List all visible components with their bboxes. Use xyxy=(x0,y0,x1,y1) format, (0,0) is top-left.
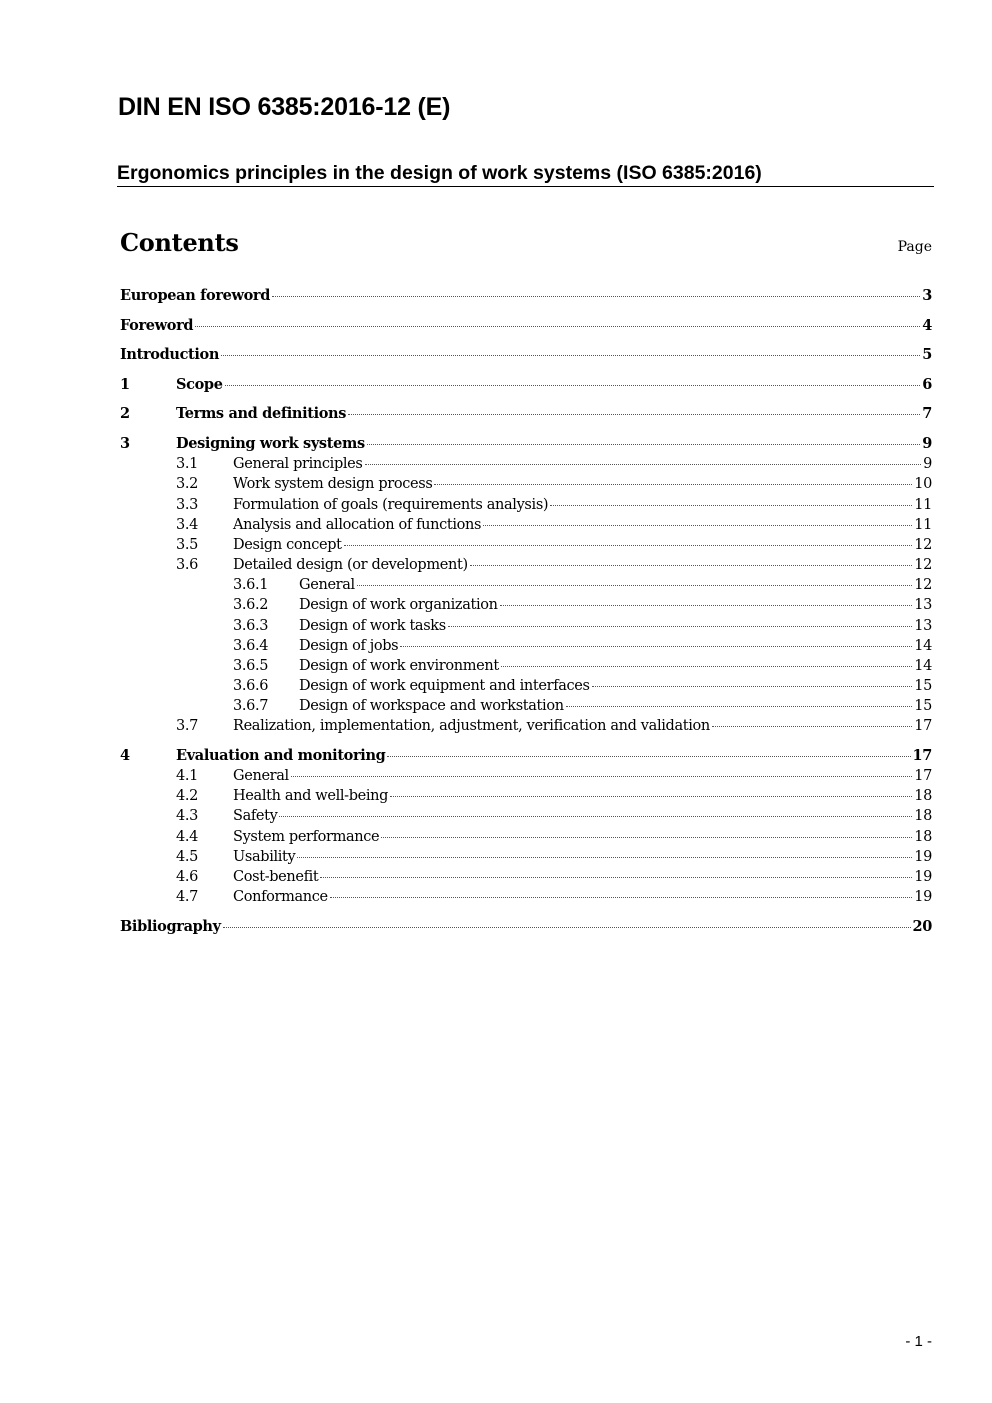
toc-entry-title: Terms and definitions xyxy=(176,405,347,422)
toc-entry-number: 3.6 xyxy=(176,557,199,573)
toc-entry-page: 11 xyxy=(914,497,932,513)
page-column-label: Page xyxy=(897,239,932,255)
toc-entry-page: 9 xyxy=(923,456,932,472)
toc-dot-leader xyxy=(225,385,921,386)
toc-entry[interactable] xyxy=(0,806,932,826)
toc-entry-title: Cost-benefit xyxy=(233,869,319,885)
toc-entry-title: Design of work organization xyxy=(299,597,498,613)
toc-entry-title: General principles xyxy=(233,456,363,472)
toc-dot-leader xyxy=(291,776,912,777)
toc-entry-number: 4.7 xyxy=(176,889,199,905)
toc-entry[interactable] xyxy=(0,434,932,454)
toc-entry-page: 12 xyxy=(914,577,932,593)
contents-heading: Contents xyxy=(120,228,239,257)
toc-entry-number: 3.1 xyxy=(176,456,199,472)
toc-entry-title: Design of work environment xyxy=(299,658,499,674)
toc-entry-title: Designing work systems xyxy=(176,435,365,452)
toc-entry[interactable] xyxy=(0,404,932,424)
toc-entry-page: 19 xyxy=(914,849,932,865)
toc-entry[interactable] xyxy=(0,766,932,786)
toc-entry[interactable] xyxy=(0,847,932,867)
toc-dot-leader xyxy=(500,605,913,606)
toc-entry[interactable] xyxy=(0,555,932,575)
toc-entry-title: Evaluation and monitoring xyxy=(176,747,386,764)
toc-entry-number: 4.2 xyxy=(176,788,199,804)
toc-entry-number: 2 xyxy=(120,405,130,422)
toc-dot-leader xyxy=(483,525,912,526)
toc-entry[interactable] xyxy=(0,595,932,615)
toc-entry-number: 3.6.6 xyxy=(233,678,269,694)
toc-entry-number: 4.3 xyxy=(176,808,199,824)
toc-entry-title: General xyxy=(299,577,355,593)
toc-entry-title: Usability xyxy=(233,849,296,865)
toc-entry-title: Analysis and allocation of functions xyxy=(233,517,482,533)
toc-entry[interactable] xyxy=(0,515,932,535)
toc-entry[interactable] xyxy=(0,616,932,636)
toc-entry[interactable] xyxy=(0,316,932,336)
toc-entry-title: Health and well-being xyxy=(233,788,389,804)
toc-entry[interactable] xyxy=(0,345,932,365)
toc-entry-title: General xyxy=(233,768,289,784)
toc-entry-page: 11 xyxy=(914,517,932,533)
toc-entry[interactable] xyxy=(0,716,932,736)
toc-entry[interactable] xyxy=(0,887,932,907)
toc-dot-leader xyxy=(344,545,913,546)
toc-dot-leader xyxy=(367,444,920,445)
toc-entry-title: System performance xyxy=(233,829,380,845)
toc-entry[interactable] xyxy=(0,696,932,716)
toc-entry-title: Detailed design (or development) xyxy=(233,557,468,573)
toc-entry-title: Introduction xyxy=(120,346,220,363)
toc-dot-leader xyxy=(400,646,912,647)
toc-entry-title: Design of work equipment and interfaces xyxy=(299,678,590,694)
toc-entry-page: 17 xyxy=(912,747,932,764)
toc-dot-leader xyxy=(470,565,912,566)
toc-entry[interactable] xyxy=(0,575,932,595)
toc-entry-number: 4.5 xyxy=(176,849,199,865)
toc-entry-page: 6 xyxy=(922,376,932,393)
toc-entry-page: 15 xyxy=(914,698,932,714)
toc-entry-page: 4 xyxy=(922,317,932,334)
toc-entry[interactable] xyxy=(0,917,932,937)
toc-entry-number: 3.7 xyxy=(176,718,199,734)
toc-entry-number: 1 xyxy=(120,376,130,393)
toc-dot-leader xyxy=(712,726,912,727)
toc-dot-leader xyxy=(434,484,912,485)
toc-entry-number: 3.4 xyxy=(176,517,199,533)
toc-entry-number: 3.6.4 xyxy=(233,638,269,654)
toc-entry[interactable] xyxy=(0,636,932,656)
toc-entry-number: 3.5 xyxy=(176,537,199,553)
document-subtitle: Ergonomics principles in the design of work systems (ISO 6385:2016) xyxy=(117,162,934,187)
toc-dot-leader xyxy=(501,666,912,667)
toc-entry-number: 3.6.2 xyxy=(233,597,269,613)
toc-entry-page: 18 xyxy=(914,788,932,804)
toc-dot-leader xyxy=(365,464,922,465)
toc-entry-title: Safety xyxy=(233,808,278,824)
toc-entry-title: Scope xyxy=(176,376,223,393)
toc-entry-page: 12 xyxy=(914,537,932,553)
toc-entry-title: Conformance xyxy=(233,889,328,905)
document-id: DIN EN ISO 6385:2016-12 (E) xyxy=(118,93,451,121)
toc-dot-leader xyxy=(223,927,911,928)
toc-dot-leader xyxy=(448,626,912,627)
toc-entry-page: 10 xyxy=(914,476,932,492)
toc-entry-page: 18 xyxy=(914,808,932,824)
toc-dot-leader xyxy=(357,585,912,586)
toc-entry[interactable] xyxy=(0,867,932,887)
toc-entry[interactable] xyxy=(0,454,932,474)
toc-entry-page: 3 xyxy=(922,287,932,304)
toc-entry-page: 18 xyxy=(914,829,932,845)
toc-entry-title: Work system design process xyxy=(233,476,433,492)
toc-entry[interactable] xyxy=(0,827,932,847)
toc-entry-number: 3.6.3 xyxy=(233,618,269,634)
toc-entry-page: 15 xyxy=(914,678,932,694)
toc-entry[interactable] xyxy=(0,746,932,766)
toc-entry-page: 20 xyxy=(912,918,932,935)
toc-entry-number: 3.6.1 xyxy=(233,577,269,593)
page-number: - 1 - xyxy=(905,1333,932,1350)
toc-dot-leader xyxy=(387,756,910,757)
toc-entry-number: 4.4 xyxy=(176,829,199,845)
toc-entry-number: 4.6 xyxy=(176,869,199,885)
toc-entry-title: Design concept xyxy=(233,537,342,553)
toc-entry-number: 3.6.5 xyxy=(233,658,269,674)
toc-entry[interactable] xyxy=(0,286,932,306)
toc-dot-leader xyxy=(272,296,920,297)
toc-entry-page: 14 xyxy=(914,638,932,654)
toc-entry-page: 19 xyxy=(914,889,932,905)
toc-entry-title: Design of work tasks xyxy=(299,618,446,634)
toc-entry-page: 17 xyxy=(914,718,932,734)
toc-entry-page: 9 xyxy=(922,435,932,452)
toc-entry-page: 13 xyxy=(914,597,932,613)
toc-entry-page: 19 xyxy=(914,869,932,885)
toc-dot-leader xyxy=(320,877,912,878)
toc-entry-page: 17 xyxy=(914,768,932,784)
toc-dot-leader xyxy=(330,897,912,898)
toc-entry-title: Realization, implementation, adjustment, verification and validation xyxy=(233,718,710,734)
toc-entry-number: 3 xyxy=(120,435,130,452)
toc-entry-number: 3.6.7 xyxy=(233,698,269,714)
toc-entry-page: 14 xyxy=(914,658,932,674)
toc-entry-page: 5 xyxy=(922,346,932,363)
toc-entry-number: 4.1 xyxy=(176,768,199,784)
toc-entry[interactable] xyxy=(0,656,932,676)
toc-dot-leader xyxy=(279,816,912,817)
toc-entry-title: Formulation of goals (requirements analysis) xyxy=(233,497,549,513)
toc-entry-page: 7 xyxy=(922,405,932,422)
toc-entry[interactable] xyxy=(0,676,932,696)
toc-entry[interactable] xyxy=(0,375,932,395)
toc-dot-leader xyxy=(381,837,912,838)
toc-entry-title: Bibliography xyxy=(120,918,221,935)
toc-dot-leader xyxy=(566,706,913,707)
toc-entry[interactable] xyxy=(0,495,932,515)
toc-entry-number: 4 xyxy=(120,747,130,764)
toc-entry-number: 3.3 xyxy=(176,497,199,513)
toc-dot-leader xyxy=(297,857,912,858)
toc-entry-page: 13 xyxy=(914,618,932,634)
toc-entry-number: 3.2 xyxy=(176,476,199,492)
toc-entry[interactable] xyxy=(0,535,932,555)
toc-entry[interactable] xyxy=(0,474,932,494)
toc-dot-leader xyxy=(348,414,920,415)
toc-dot-leader xyxy=(592,686,913,687)
toc-entry-page: 12 xyxy=(914,557,932,573)
toc-entry-title: Foreword xyxy=(120,317,194,334)
toc-dot-leader xyxy=(195,326,920,327)
toc-dot-leader xyxy=(550,505,912,506)
toc-entry-title: Design of jobs xyxy=(299,638,399,654)
toc-dot-leader xyxy=(390,796,912,797)
toc-entry[interactable] xyxy=(0,786,932,806)
toc-dot-leader xyxy=(221,355,920,356)
toc-entry-title: European foreword xyxy=(120,287,271,304)
toc-entry-title: Design of workspace and workstation xyxy=(299,698,564,714)
